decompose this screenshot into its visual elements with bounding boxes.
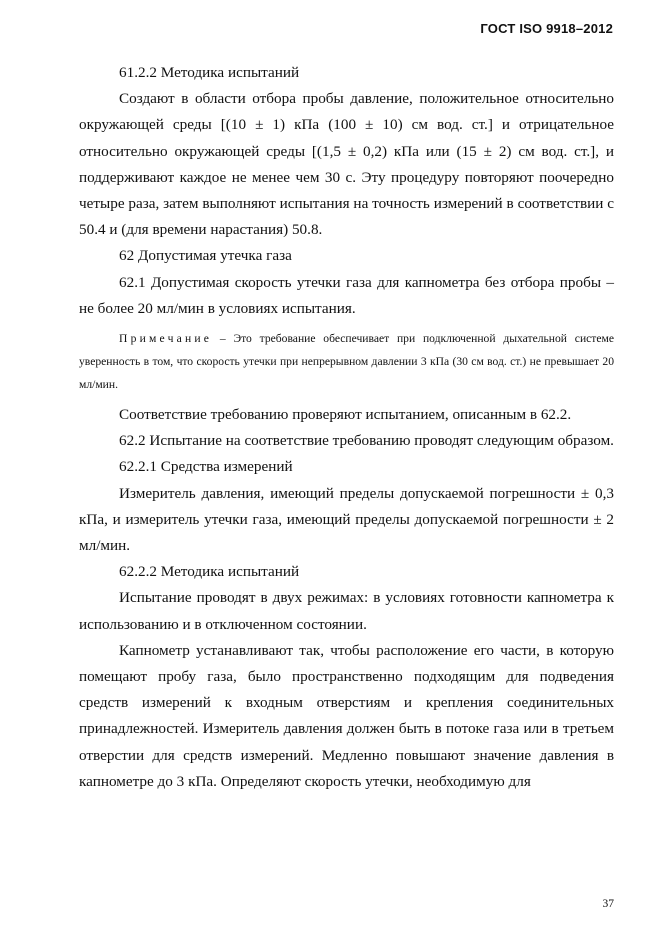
paragraph-test-modes: Испытание проводят в двух режимах: в условиях готовности капнометра к использованию и в отключенном состоянии. bbox=[79, 589, 614, 633]
section-heading-62: 62 Допустимая утечка газа bbox=[119, 247, 292, 265]
page-body bbox=[79, 60, 614, 795]
document-header: ГОСТ ISO 9918–2012 bbox=[480, 21, 613, 36]
paragraph-pressure-procedure: Создают в области отбора пробы давление, положительное относительно окружающей среды [(10 ± 1) кПа (100 ± 10) см вод. ст.] и отрицательное относительно окружающей среды [(1,5 ± 0,2) кПа или (15 ± 2) см вод. ст.], и поддерживают каждое не менее чем 30 с. Эту процедуру повторяют поочередно четыре раза, затем выполняют испытания на точность измерений в соответствии с 50.4 и (для времени нарастания) 50.8. bbox=[79, 90, 614, 239]
page-number: 37 bbox=[602, 898, 614, 910]
paragraph-62-2: 62.2 Испытание на соответствие требованию проводят следующим образом. bbox=[119, 432, 614, 450]
paragraph-capnometer-setup: Капнометр устанавливают так, чтобы расположение его части, в которую помещают пробу газа, было пространственно подходящим для подведения средств измерений к входным отверстиям и крепления соединительных принадлежностей. Измеритель давления должен быть в потоке газа или в третьем отверстии для средств измерений. Медленно повышают значение давления в капнометре до 3 кПа. Определяют скорость утечки, необходимую для bbox=[79, 641, 614, 790]
paragraph-instruments: Измеритель давления, имеющий пределы допускаемой погрешности ± 0,3 кПа, и измеритель утечки газа, имеющий пределы допускаемой погрешности ± 2 мл/мин. bbox=[79, 484, 614, 555]
paragraph-compliance: Соответствие требованию проверяют испытанием, описанным в 62.2. bbox=[119, 406, 572, 424]
note-label: Примечание bbox=[119, 332, 213, 346]
note-text: – Это требование обеспечивает при подключенной дыхательной системе уверенность в том, что скорость утечки при непрерывном давлении 3 кПа (30 см вод. ст.) не превышает 20 мл/мин. bbox=[79, 332, 614, 392]
section-heading-62-2-1: 62.2.1 Средства измерений bbox=[119, 458, 293, 476]
section-heading-61-2-2: 61.2.2 Методика испытаний bbox=[119, 64, 300, 81]
section-heading-62-2-2: 62.2.2 Методика испытаний bbox=[119, 563, 300, 581]
paragraph-62-1: 62.1 Допустимая скорость утечки газа для капнометра без отбора пробы – не более 20 мл/мин в условиях испытания. bbox=[79, 273, 614, 317]
note-block bbox=[79, 327, 614, 396]
